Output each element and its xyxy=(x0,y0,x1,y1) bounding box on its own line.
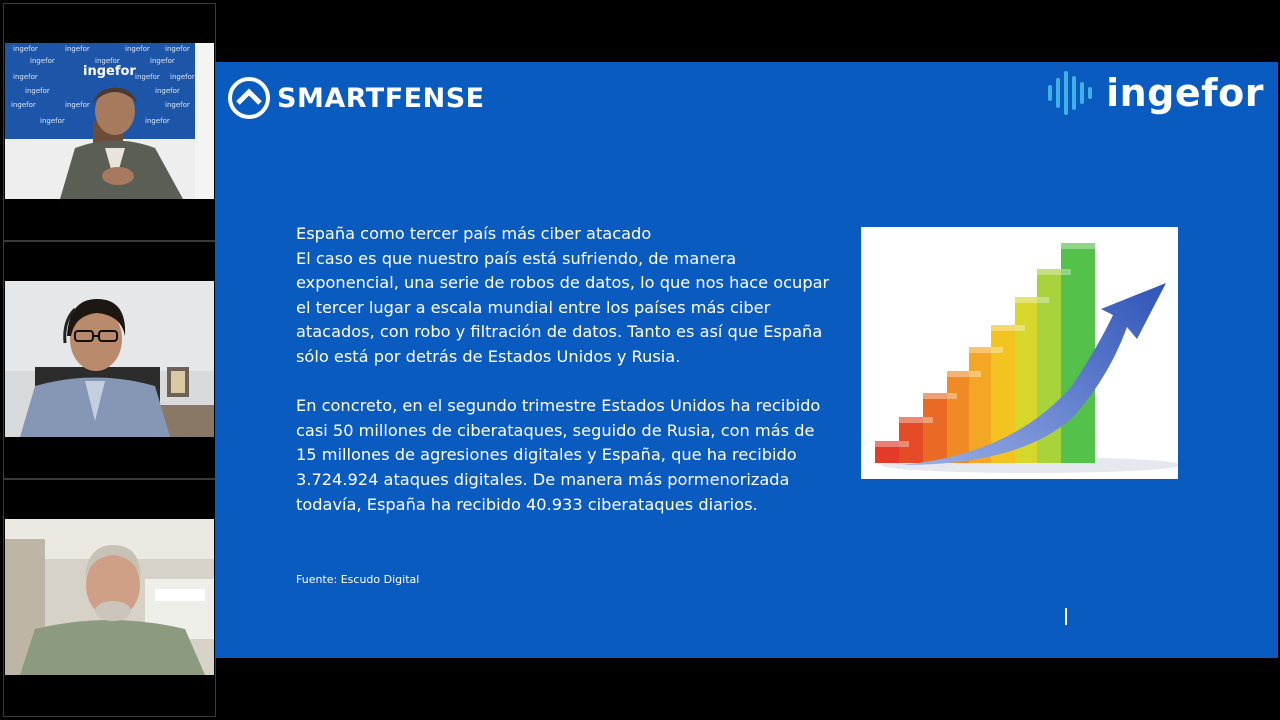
participant-video-2 xyxy=(5,281,214,437)
slide-source: Fuente: Escudo Digital xyxy=(296,573,420,586)
slide-heading: España como tercer país más ciber atacado xyxy=(296,224,652,243)
svg-text:ingefor: ingefor xyxy=(83,64,136,79)
svg-text:ingefor: ingefor xyxy=(155,87,180,95)
slide-paragraph-1: El caso es que nuestro país está sufriendo, de manera exponencial, una serie de robos de datos, lo que nos hace ocupar el tercer lugar a escala mundial entre los países más ciber atacados, con robo y filtración de datos. Tanto es así que España sólo está por detrás de Estados Unidos y Rusia. xyxy=(296,248,830,366)
slide-paragraph-2: En concreto, en el segundo trimestre Estados Unidos ha recibido casi 50 millones de ciberataques, seguido de Rusia, con más de 15 millones de agresiones digitales y España, que ha recibido 3.724.924 ataques digitales. De manera más pormenorizada todavía, España ha recibido 40.933 ciberataques diarios. xyxy=(296,396,821,514)
svg-text:ingefor: ingefor xyxy=(25,87,50,95)
svg-text:ingefor: ingefor xyxy=(135,73,160,81)
ingefor-logo xyxy=(1046,68,1264,118)
svg-text:ingefor: ingefor xyxy=(11,101,36,109)
participant-video-3 xyxy=(5,519,214,675)
text-cursor xyxy=(1065,608,1067,625)
svg-text:ingefor: ingefor xyxy=(125,45,150,53)
participant-tile-3[interactable] xyxy=(3,479,216,717)
svg-text:ingefor: ingefor xyxy=(13,45,38,53)
growth-chart-illustration xyxy=(861,227,1178,479)
participant-tile-1[interactable] xyxy=(3,3,216,241)
svg-text:ingefor: ingefor xyxy=(145,117,170,125)
svg-text:ingefor: ingefor xyxy=(65,101,90,109)
ingefor-logo-icon xyxy=(1046,68,1098,118)
growth-bars-arrow-icon xyxy=(861,227,1178,479)
smartfense-logo-icon xyxy=(227,76,271,120)
svg-text:ingefor: ingefor xyxy=(165,45,190,53)
participant-tile-2[interactable] xyxy=(3,241,216,479)
participant-video-1 xyxy=(5,43,214,199)
ingefor-logo-text: ingefor xyxy=(1106,71,1264,115)
slide-body xyxy=(296,222,836,517)
svg-text:ingefor: ingefor xyxy=(13,73,38,81)
svg-text:ingefor: ingefor xyxy=(150,57,175,65)
svg-text:ingefor: ingefor xyxy=(65,45,90,53)
svg-text:ingefor: ingefor xyxy=(165,101,190,109)
svg-text:ingefor: ingefor xyxy=(30,57,55,65)
svg-text:ingefor: ingefor xyxy=(170,73,195,81)
smartfense-logo xyxy=(227,76,485,120)
presentation-slide xyxy=(215,62,1278,658)
smartfense-logo-text: SMARTFENSE xyxy=(277,82,485,114)
svg-text:ingefor: ingefor xyxy=(40,117,65,125)
svg-text:ingefor: ingefor xyxy=(95,57,120,65)
